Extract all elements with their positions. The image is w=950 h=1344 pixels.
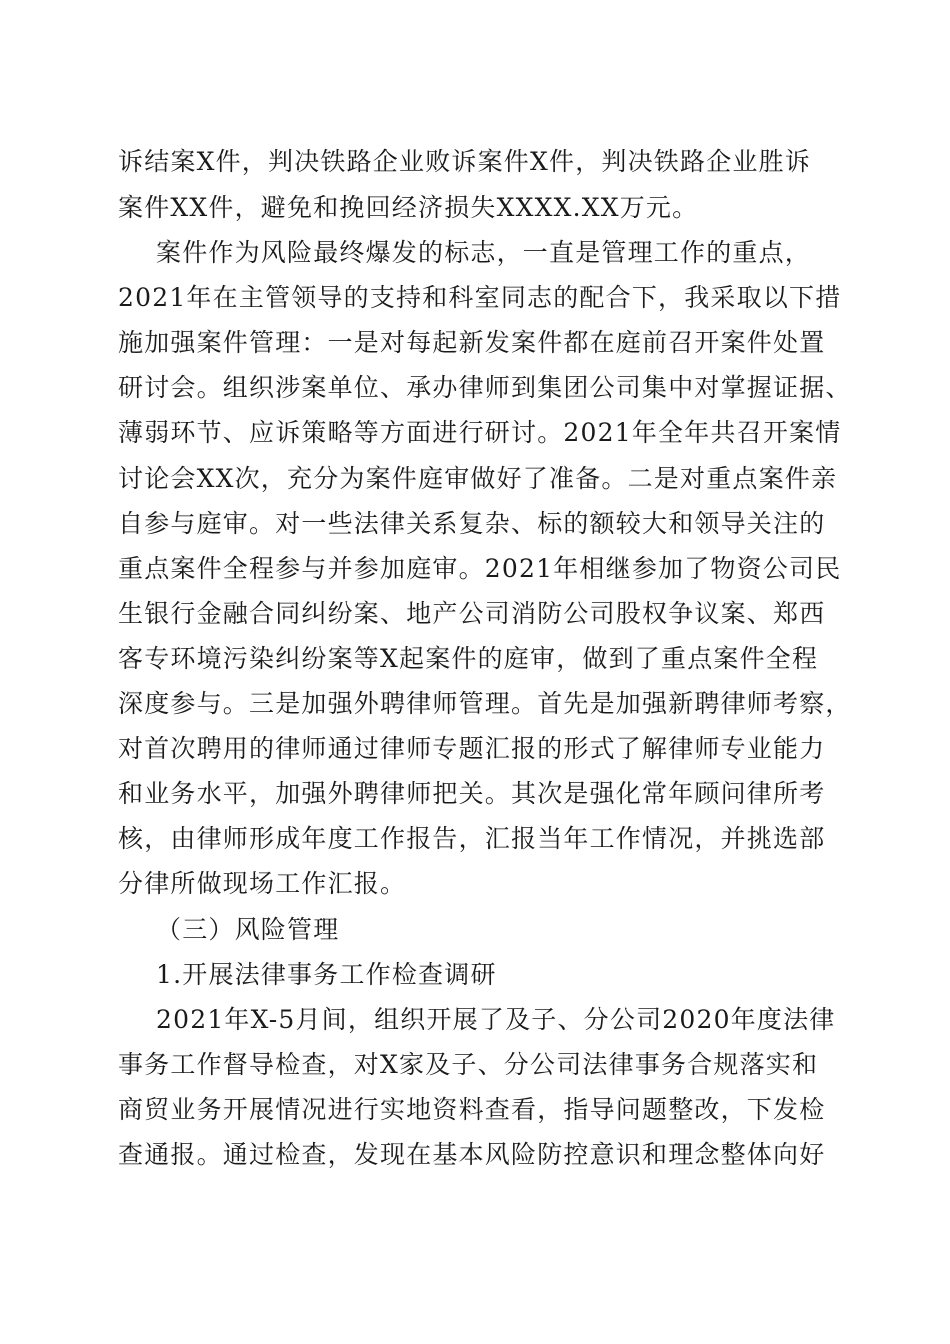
text-line: 生银行金融合同纠纷案、地产公司消防公司股权争议案、郑西 [118,599,826,628]
text-line: 自参与庭审。对一些法律关系复杂、标的额较大和领导关注的 [118,509,826,538]
text-line: 核，由律师形成年度工作报告，汇报当年工作情况，并挑选部 [118,824,826,853]
text-line: 商贸业务开展情况进行实地资料查看，指导问题整改，下发检 [118,1095,826,1124]
paragraph-first-line: 2021年X-5月间，组织开展了及子、分公司2020年度法律 [156,1005,836,1034]
text-line: 案件XX件，避免和挽回经济损失XXXX.XX万元。 [118,193,699,222]
text-line: 查通报。通过检查，发现在基本风险防控意识和理念整体向好 [118,1140,826,1169]
text-line: 施加强案件管理：一是对每起新发案件都在庭前召开案件处置 [118,328,826,357]
text-line: 研讨会。组织涉案单位、承办律师到集团公司集中对掌握证据、 [118,373,852,402]
text-line: 讨论会XX次，充分为案件庭审做好了准备。二是对重点案件亲 [118,464,838,493]
text-line: 对首次聘用的律师通过律师专题汇报的形式了解律师专业能力 [118,734,826,763]
text-line: 重点案件全程参与并参加庭审。2021年相继参加了物资公司民 [118,554,842,583]
text-line: 深度参与。三是加强外聘律师管理。首先是加强新聘律师考察， [118,689,852,718]
text-line: 诉结案X件，判决铁路企业败诉案件X件，判决铁路企业胜诉 [118,147,811,176]
text-line: 和业务水平，加强外聘律师把关。其次是强化常年顾问律所考 [118,779,826,808]
text-line: 事务工作督导检查，对X家及子、分公司法律事务合规落实和 [118,1050,819,1079]
text-line: 薄弱环节、应诉策略等方面进行研讨。2021年全年共召开案情 [118,418,842,447]
text-line: 2021年在主管领导的支持和科室同志的配合下，我采取以下措 [118,283,842,312]
section-heading: （三）风险管理 [156,915,340,944]
subsection-heading: 1.开展法律事务工作检查调研 [156,960,497,989]
text-line: 客专环境污染纠纷案等X起案件的庭审，做到了重点案件全程 [118,644,819,673]
text-line: 分律所做现场工作汇报。 [118,869,407,898]
paragraph-first-line: 案件作为风险最终爆发的标志，一直是管理工作的重点， [156,238,812,267]
